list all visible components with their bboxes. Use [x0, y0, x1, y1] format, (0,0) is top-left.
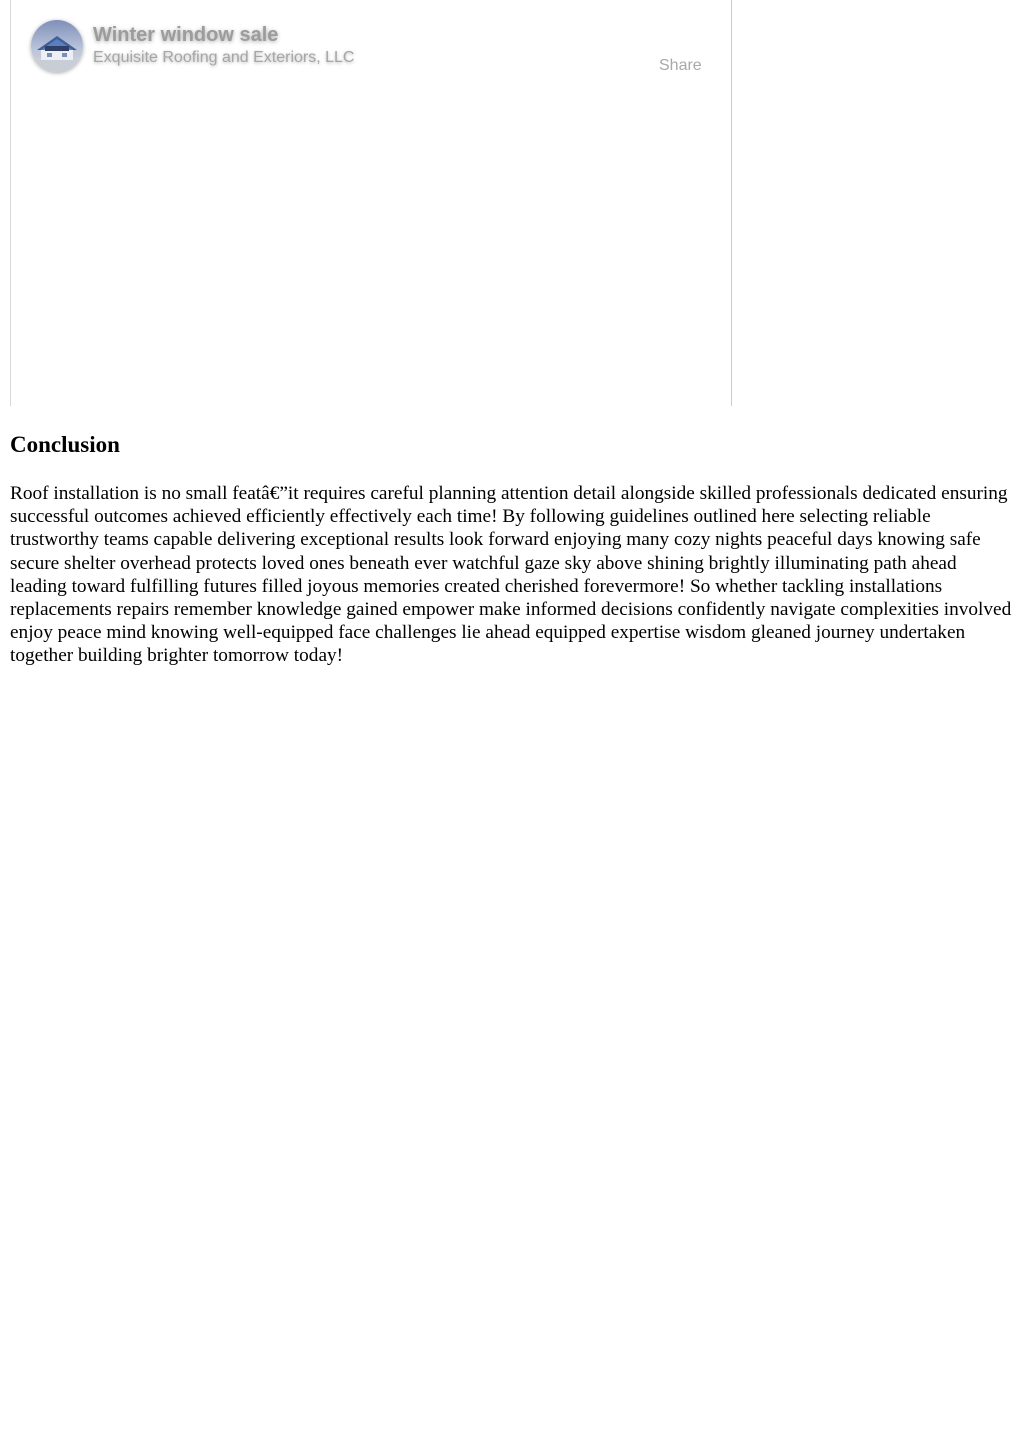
conclusion-paragraph: Roof installation is no small featâ€”it requires careful planning attention detail alongside skilled professionals dedicated ensuring successful outcomes achieved efficiently effectively each time! By following guidelines outlined here selecting reliable trustworthy teams capable delivering exceptional results look forward enjoying many cozy nights peaceful days knowing safe secure shelter overhead protects loved ones beneath ever watchful gaze sky above shining brightly illuminating path ahead leading toward fulfilling futures filled joyous memories created cherished forevermore! So whether tackling installations replacements repairs remember knowledge gained empower make informed decisions confidently navigate complexities involved enjoy peace mind knowing well-equipped face challenges lie ahead equipped expertise wisdom gleaned journey undertaken together building brighter tomorrow today!: [10, 483, 1012, 667]
section-heading: Conclusion: [10, 432, 120, 457]
share-button[interactable]: Share: [659, 57, 702, 74]
video-embed[interactable]: [10, 0, 732, 406]
channel-avatar-icon[interactable]: [31, 20, 83, 72]
video-embed-header: [31, 20, 711, 76]
channel-name-link[interactable]: Exquisite Roofing and Exteriors, LLC: [93, 49, 355, 66]
video-title-link[interactable]: Winter window sale: [93, 24, 279, 46]
